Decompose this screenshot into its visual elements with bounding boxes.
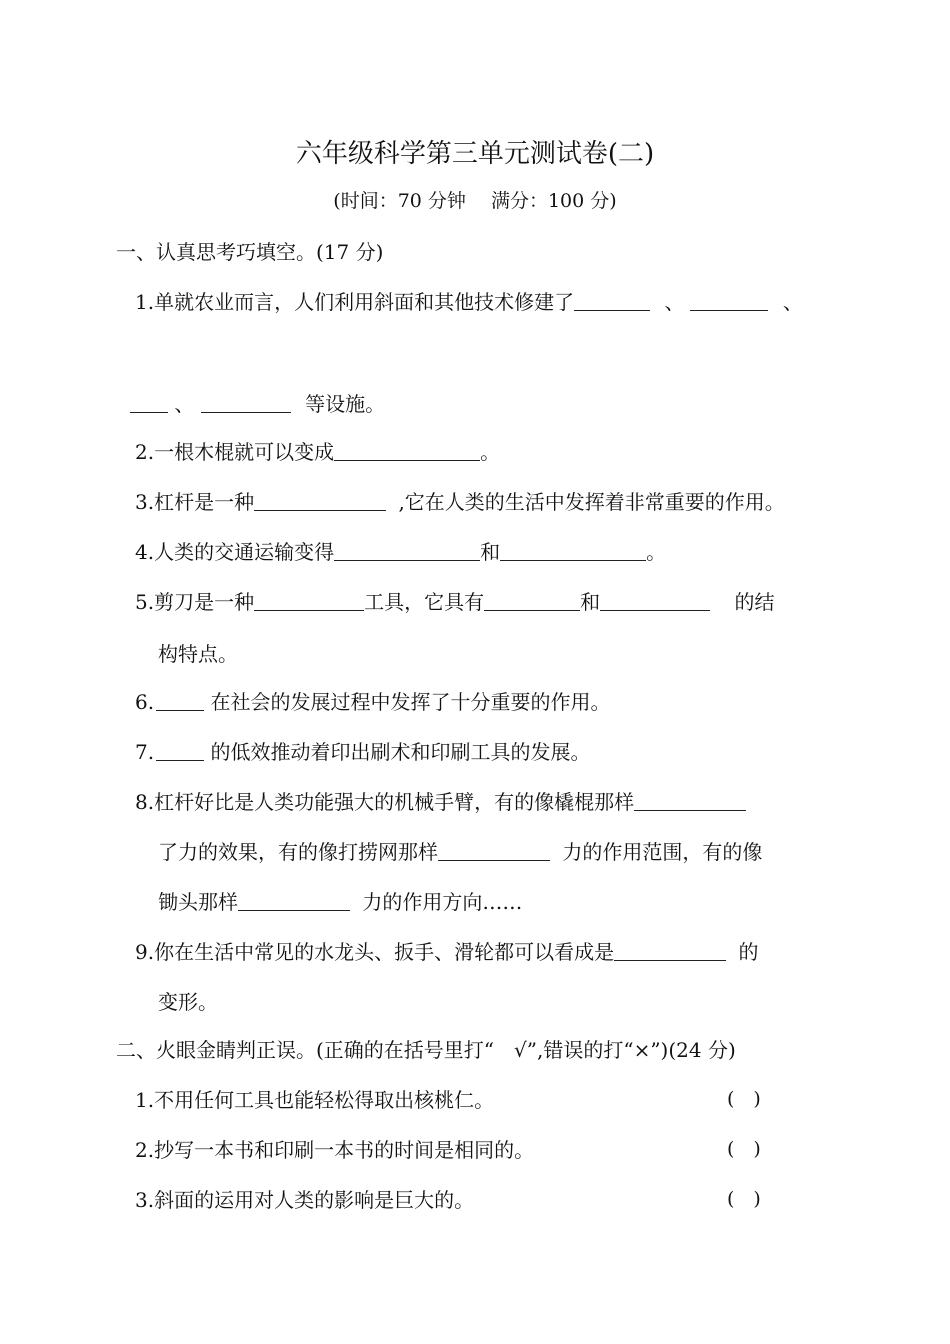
answer-blank[interactable]: [574, 290, 650, 311]
answer-blank[interactable]: [238, 890, 350, 911]
exam-info: (时间：70 分钟 满分：100 分): [333, 190, 617, 212]
answer-parentheses[interactable]: ( ): [727, 1188, 761, 1210]
answer-blank[interactable]: [690, 290, 768, 311]
question-number: 1.: [135, 290, 155, 314]
question-9-continued: 变形。: [158, 990, 218, 1014]
answer-blank[interactable]: [156, 690, 204, 711]
answer-blank[interactable]: [201, 392, 291, 413]
answer-parentheses[interactable]: ( ): [727, 1138, 761, 1160]
question-8-line-2: 了力的效果，有的像打捞网那样 力的作用范围，有的像: [158, 840, 763, 864]
question-8-line-3: 锄头那样 力的作用方向……: [158, 890, 523, 914]
question-4: 4.人类的交通运输变得 和 。: [135, 540, 667, 564]
answer-blank[interactable]: [614, 940, 726, 961]
question-9: 9.你在生活中常见的水龙头、扳手、滑轮都可以看成是 的: [135, 940, 759, 964]
answer-blank[interactable]: [634, 790, 746, 811]
answer-blank[interactable]: [130, 392, 168, 413]
answer-blank[interactable]: [600, 590, 710, 611]
question-6: 6. 在社会的发展过程中发挥了十分重要的作用。: [135, 690, 611, 714]
judge-item-2: 2.抄写一本书和印刷一本书的时间是相同的。: [135, 1138, 535, 1162]
question-3: 3.杠杆是一种 ,它在人类的生活中发挥着非常重要的作用。: [135, 490, 785, 514]
answer-blank[interactable]: [156, 740, 204, 761]
answer-blank[interactable]: [484, 590, 580, 611]
question-text: 单就农业而言，人们利用斜面和其他技术修建了: [154, 290, 575, 314]
page-title: 六年级科学第三单元测试卷(二): [295, 139, 655, 169]
question-5-continued: 构特点。: [158, 642, 238, 666]
answer-blank[interactable]: [334, 440, 480, 461]
answer-blank[interactable]: [254, 490, 386, 511]
judge-item-1: 1.不用任何工具也能轻松得取出核桃仁。: [135, 1088, 495, 1112]
question-1-continued: 、 等设施。: [130, 388, 385, 417]
question-5: 5.剪刀是一种 工具，它具有 和 的结: [135, 590, 775, 614]
answer-parentheses[interactable]: ( ): [727, 1088, 761, 1110]
section-1-heading: 一、认真思考巧填空。(17 分): [116, 240, 384, 264]
question-7: 7. 的低效推动着印出刷术和印刷工具的发展。: [135, 740, 591, 764]
answer-blank[interactable]: [334, 540, 480, 561]
answer-blank[interactable]: [254, 590, 364, 611]
answer-blank[interactable]: [438, 840, 550, 861]
question-2: 2.一根木棍就可以变成 。: [135, 440, 501, 464]
judge-item-3: 3.斜面的运用对人类的影响是巨大的。: [135, 1188, 475, 1212]
question-1: 1.单就农业而言，人们利用斜面和其他技术修建了 、 、: [135, 290, 803, 314]
answer-blank[interactable]: [500, 540, 646, 561]
question-8: 8.杠杆好比是人类功能强大的机械手臂，有的像橇棍那样: [135, 786, 746, 815]
section-2-heading: 二、火眼金睛判正误。(正确的在括号里打“ √”,错误的打“×”)(24 分): [116, 1038, 736, 1062]
